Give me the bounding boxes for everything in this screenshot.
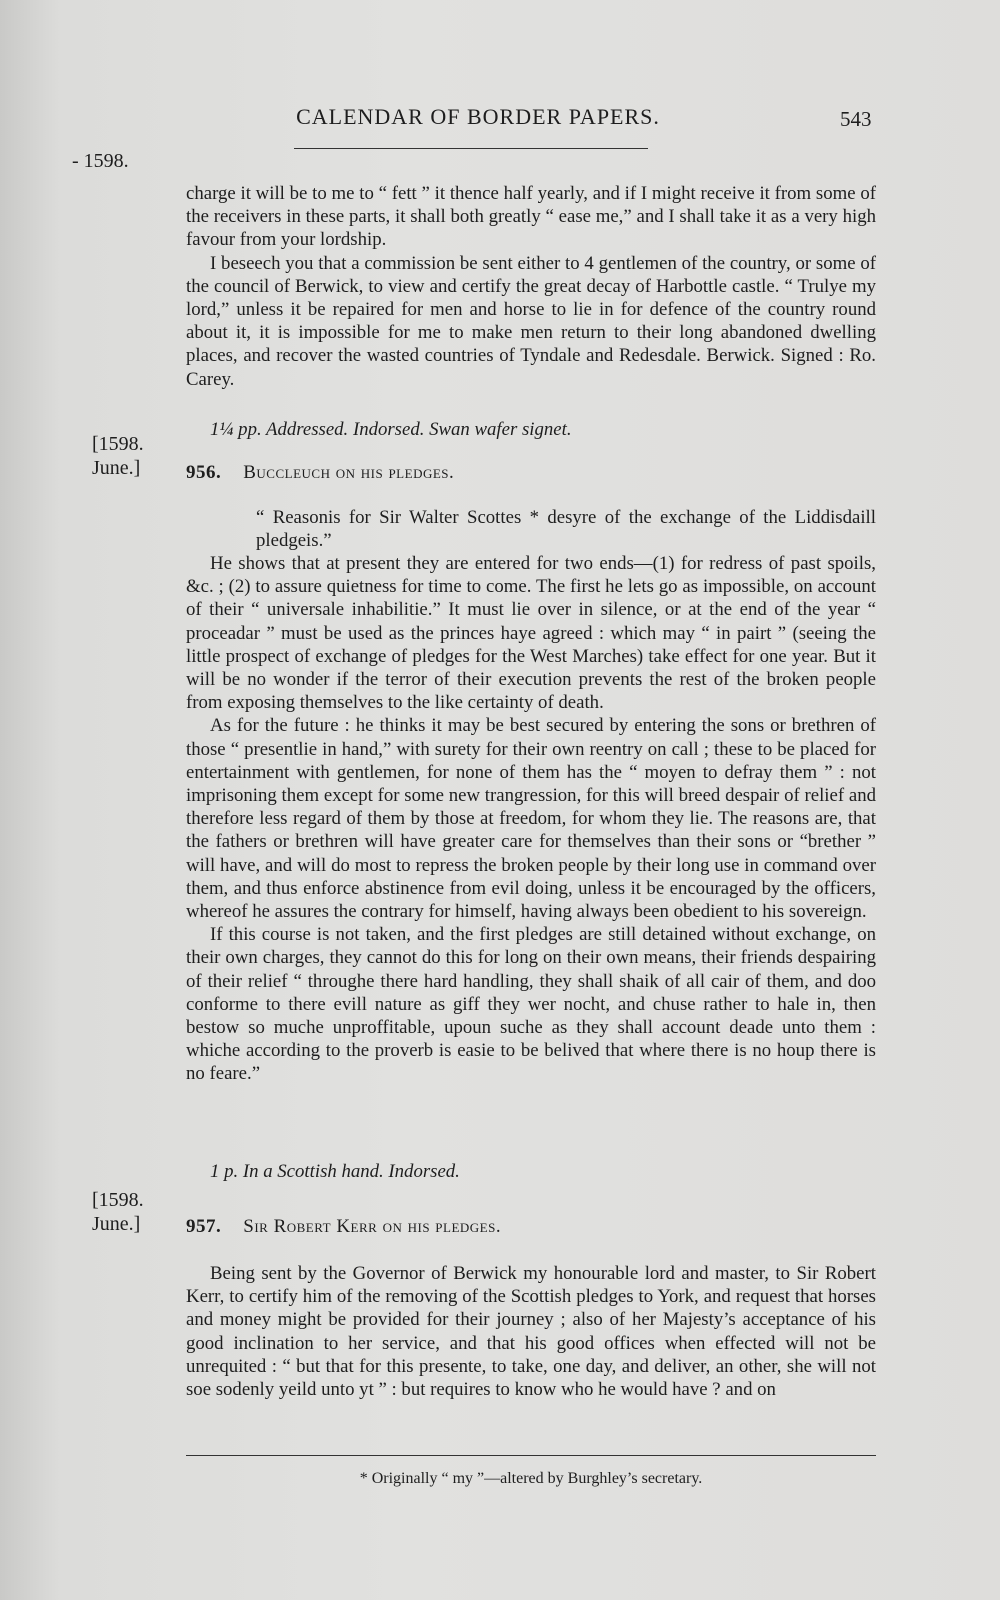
margin-date-line: June.] xyxy=(92,1213,141,1235)
entry-number: 956. xyxy=(186,462,222,483)
page-number: 543 xyxy=(840,107,872,131)
quoted-title: “ Reasonis for Sir Walter Scottes * desyre of the exchange of the Liddisdaill pledgeis.” xyxy=(256,507,876,552)
paragraph: As for the future : he thinks it may be best secured by entering the sons or brethren of those “ presentlie in hand,” with surety for their own reentry on call ; these to be placed for entertainment with gentlemen, for none of them has the “ moyen to defray them ” : not imprisoning them except for some new trangression, for this will breed despair of relief and therefore less regard of them by those at freedom, for whom they lie. The reasons are, that the fathers or brethren will have greater care for themselves than their sons or “brether ” will have, and will do most to repress the broken people by their long use in command over them, and thus enforce abstinence from evil doing, unless it be encouraged by the officers, whereof he assures the contrary for himself, having always been obedient to his sovereign. xyxy=(186,715,876,923)
footnote-rule xyxy=(186,1455,876,1456)
margin-date xyxy=(92,432,144,480)
margin-date-line: June.] xyxy=(92,457,141,479)
paragraph: If this course is not taken, and the first pledges are still detained without exchange, on their own charges, they cannot do this for long on their own means, their friends despairing of their relief “ throughe there hard handling, they shall shaik of all cair of them, and doo conforme to there evill nature as giff they wer nocht, and chuse rather to hale in, then bestow so muche unproffitable, upoun suche as they shall account deade unto them : whiche according to the proverb is easie to be belived that where there is no houp there is no feare.” xyxy=(186,924,876,1085)
paragraph: I beseech you that a commission be sent either to 4 gentlemen of the country, or some of the council of Berwick, to view and certify the great decay of Harbottle castle. “ Trulye my lord,” unless it be repaired for men and horse to lie in for defence of the country round about it, it is impossible for me to make men return to their long abandoned dwelling places, and recover the wasted countries of Tyndale and Redesdale. Berwick. Signed : Ro. Carey. xyxy=(186,252,876,390)
running-head-title: CALENDAR OF BORDER PAPERS. xyxy=(296,104,660,129)
margin-year: - 1598. xyxy=(72,150,129,172)
paragraph: Being sent by the Governor of Berwick my honourable lord and master, to Sir Robert Kerr, to certify him of the removing of the Scottish pledges to York, and request that horses and money might be provided for their journey ; also of her Majesty’s acceptance of his good inclination to her service, and that his good offices when effected will not be unrequited : “ but that for this presente, to take, one day, and deliver, an other, she will not soe sodenly yeild unto yt ” : but requires to know who he would have ? and on xyxy=(186,1263,876,1401)
entry-title: Sir Robert Kerr on his pledges. xyxy=(243,1216,502,1237)
margin-date-line: [1598. xyxy=(92,1189,144,1211)
entry-number: 957. xyxy=(186,1216,222,1237)
paragraph: charge it will be to me to “ fett ” it thence half yearly, and if I might receive it from some of the receivers in these parts, it shall both greatly “ ease me,” and I shall take it as a very high favour from your lordship. xyxy=(186,183,876,251)
continuation-text xyxy=(186,182,876,391)
document-description: 1 p. In a Scottish hand. Indorsed. xyxy=(210,1161,460,1182)
margin-date-line: [1598. xyxy=(92,433,144,455)
entry-heading-956 xyxy=(186,462,454,484)
entry-heading-957 xyxy=(186,1216,501,1238)
paragraph: He shows that at present they are entered for two ends—(1) for redress of past spoils, &c. ; (2) to assure quietness for time to come. The first he lets go as impossible, on account of their “ universale inhabilitie.” It must lie over in silence, or at the end of the year “ proceadar ” must be used as the princes haye agreed : which may “ in pairt ” (seeing the little prospect of exchange of pledges for the West Marches) take effect for one year. But it will be no wonder if the terror of their execution prevents the rest of the broken people from exposing themselves to the like certainty of death. xyxy=(186,553,876,714)
entry-956-body xyxy=(186,552,876,1086)
margin-date xyxy=(92,1188,144,1236)
entry-title: Buccleuch on his pledges. xyxy=(243,462,455,483)
header-rule xyxy=(294,148,648,149)
footnote: * Originally “ my ”—altered by Burghley’s secretary. xyxy=(359,1470,703,1487)
document-description: 1¼ pp. Addressed. Indorsed. Swan wafer signet. xyxy=(210,419,572,440)
entry-957-body xyxy=(186,1262,876,1401)
